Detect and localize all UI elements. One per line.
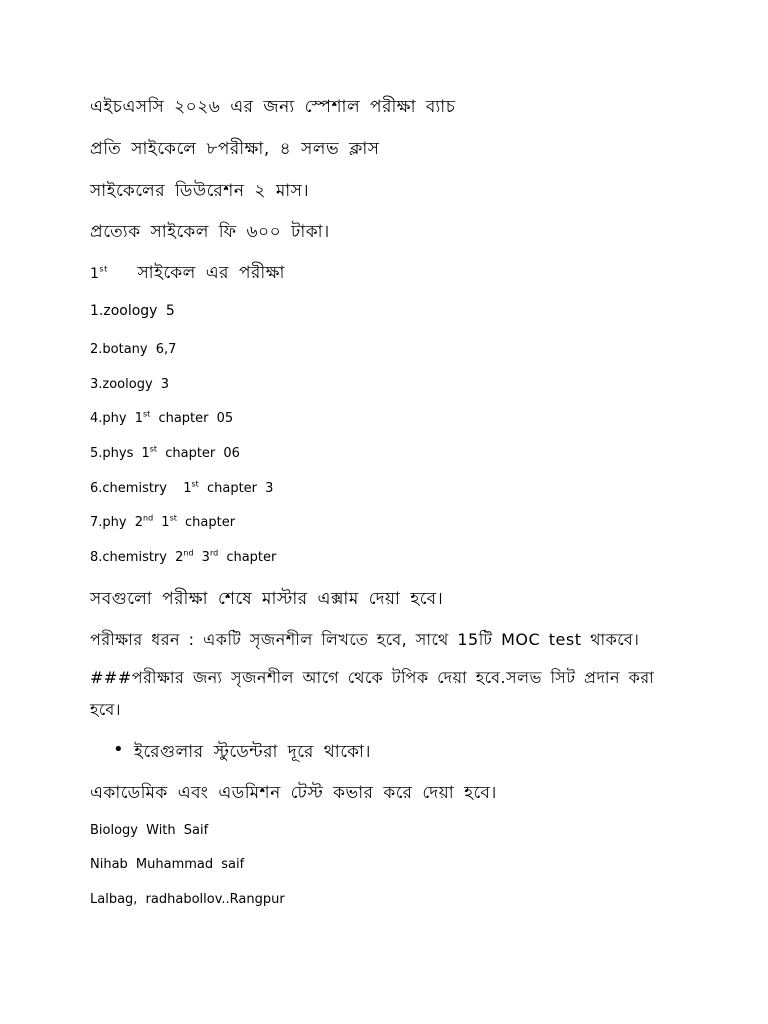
author-name: Nihab Muhammad saif	[90, 857, 245, 872]
exam-item	[90, 550, 276, 565]
first-cycle-num: 1	[90, 266, 100, 282]
exam-item: 1.zoology 5	[90, 303, 175, 319]
exam-text: chapter 06	[165, 446, 240, 461]
heading-batch: এইচএসসি ২০২৬ এর জন্য স্পেশাল পরীক্ষা ব্যাচ	[90, 97, 456, 117]
exam-text: 5.phys 1	[90, 446, 150, 461]
exam-item	[90, 411, 233, 426]
exam-text: 7.phy 2	[90, 515, 143, 530]
exam-text: 8.chemistry 2	[90, 550, 184, 565]
exam-item: 2.botany 6,7	[90, 342, 177, 357]
exam-text: chapter	[226, 550, 277, 565]
exam-item	[90, 515, 235, 530]
exam-sup: st	[149, 444, 158, 454]
address: Lalbag, radhabollov..Rangpur	[90, 892, 285, 907]
exam-format-note: পরীক্ষার ধরন : একটি সৃজনশীল লিখতে হবে, সাথে 15টি MOC test থাকবে।	[90, 630, 640, 649]
exam-sup: rd	[209, 548, 219, 558]
exam-sup: st	[143, 409, 151, 419]
exam-text: chapter	[185, 515, 236, 530]
exam-text: 1	[161, 515, 170, 530]
brand-name: Biology With Saif	[90, 823, 209, 838]
exam-sup: nd	[143, 513, 154, 523]
first-cycle-heading	[90, 260, 285, 288]
master-exam-note: সবগুলো পরীক্ষা শেষে মাস্টার এক্সাম দেয়া হবে।	[90, 589, 444, 609]
cycle-fee: প্রত্যেক সাইকেল ফি ৬০০ টাকা।	[90, 222, 330, 242]
first-cycle-sup: st	[99, 264, 108, 274]
topic-note: ###পরীক্ষার জন্য সৃজনশীল আগে থেকে টপিক দেয়া হবে.সলভ সিট প্রদান করা হবে।	[90, 668, 655, 719]
bullet-irregular-note: ইরেগুলার স্টুডেন্টরা দূরে থাকো।	[134, 742, 371, 762]
exam-sup: st	[169, 513, 177, 523]
exam-sup: st	[191, 479, 199, 489]
exam-sup: nd	[183, 548, 194, 558]
first-cycle-text: সাইকেল এর পরীক্ষা	[137, 263, 285, 283]
exam-text: 6.chemistry 1	[90, 481, 192, 496]
bullet-icon: •	[113, 739, 124, 760]
cycle-duration: সাইকেলের ডিউরেশন ২ মাস।	[90, 181, 310, 201]
exam-item: 3.zoology 3	[90, 377, 170, 392]
exam-text: 4.phy 1	[90, 411, 143, 426]
cycle-info: প্রতি সাইকেলে ৮পরীক্ষা, ৪ সলভ ক্লাস	[90, 139, 380, 159]
exam-text: 3	[201, 550, 210, 565]
exam-item	[90, 481, 273, 496]
coverage-note: একাডেমিক এবং এডমিশন টেস্ট কভার করে দেয়া হবে।	[90, 783, 497, 803]
exam-text: chapter 05	[158, 411, 234, 426]
exam-text: chapter 3	[206, 481, 274, 496]
exam-item	[90, 446, 240, 461]
